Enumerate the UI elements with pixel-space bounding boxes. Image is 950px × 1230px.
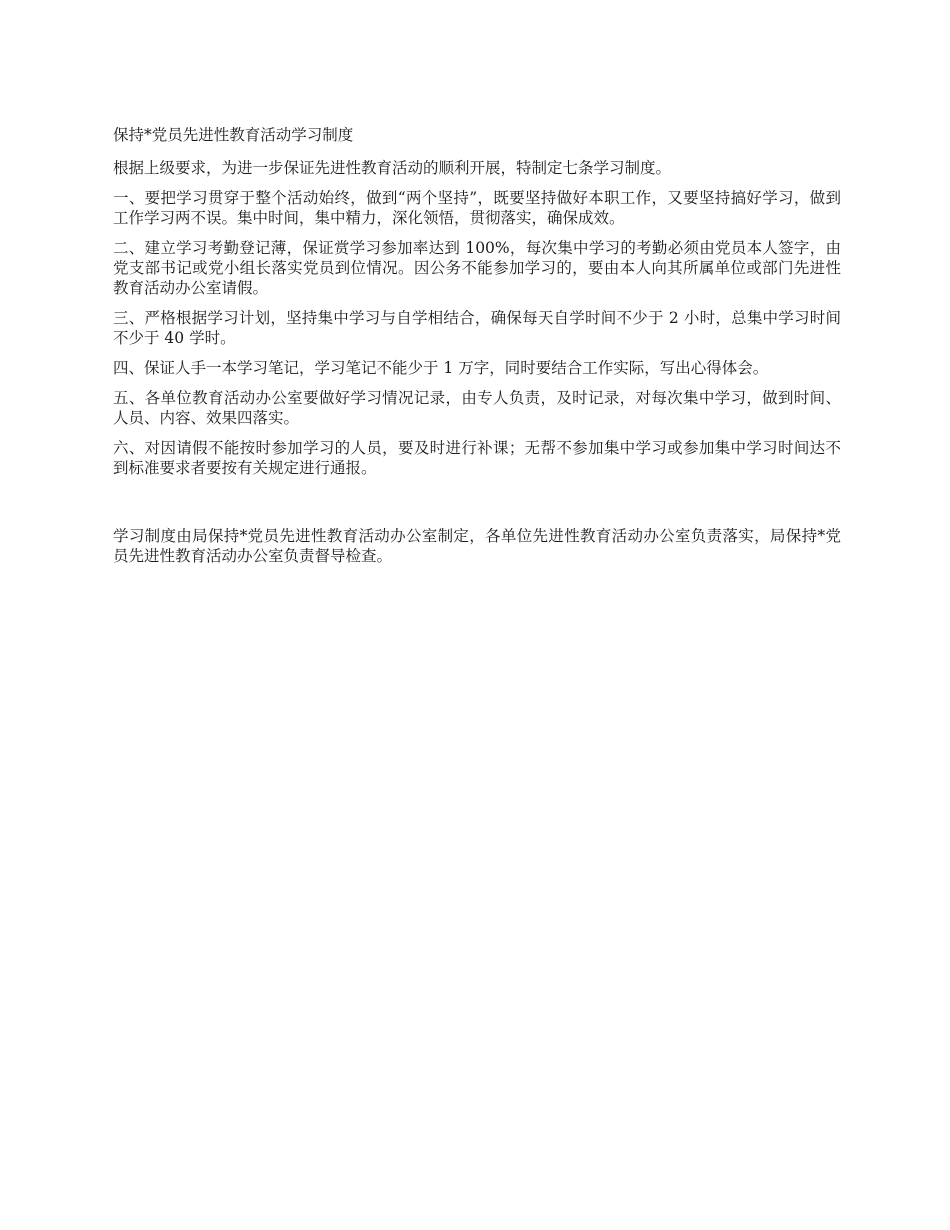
paragraph-rule-1: 一、要把学习贯穿于整个活动始终，做到“两个坚持”，既要坚持做好本职工作，又要坚持搞好学习，做到工作学习两不误。集中时间，集中精力，深化领悟，贯彻落实，确保成效。 xyxy=(113,189,841,227)
document-body xyxy=(113,125,841,576)
paragraph-rule-2: 二、建立学习考勤登记薄，保证赏学习参加率达到 100%，每次集中学习的考勤必须由党员本人签字，由党支部书记或党小组长落实党员到位情况。因公务不能参加学习的，要由本人向其所属单位或部门先进性教育活动办公室请假。 xyxy=(113,239,841,297)
paragraph-rule-5: 五、各单位教育活动办公室要做好学习情况记录，由专人负责，及时记录，对每次集中学习，做到时间、人员、内容、效果四落实。 xyxy=(113,389,841,427)
document-title: 保持*党员先进性教育活动学习制度 xyxy=(113,126,354,144)
paragraph-rule-6: 六、对因请假不能按时参加学习的人员，要及时进行补课；无帮不参加集中学习或参加集中学习时间达不到标准要求者要按有关规定进行通报。 xyxy=(113,439,841,477)
paragraph-rule-4: 四、保证人手一本学习笔记，学习笔记不能少于 1 万字，同时要结合工作实际，写出心得体会。 xyxy=(113,359,769,377)
paragraph-intro: 根据上级要求，为进一步保证先进性教育活动的顺利开展，特制定七条学习制度。 xyxy=(113,159,672,177)
section-spacer xyxy=(113,488,841,526)
paragraph-closing: 学习制度由局保持*党员先进性教育活动办公室制定，各单位先进性教育活动办公室负责落实，局保持*党员先进性教育活动办公室负责督导检查。 xyxy=(113,527,841,565)
paragraph-rule-3: 三、严格根据学习计划，坚持集中学习与自学相结合，确保每天自学时间不少于 2 小时，总集中学习时间不少于 40 学时。 xyxy=(113,309,841,347)
